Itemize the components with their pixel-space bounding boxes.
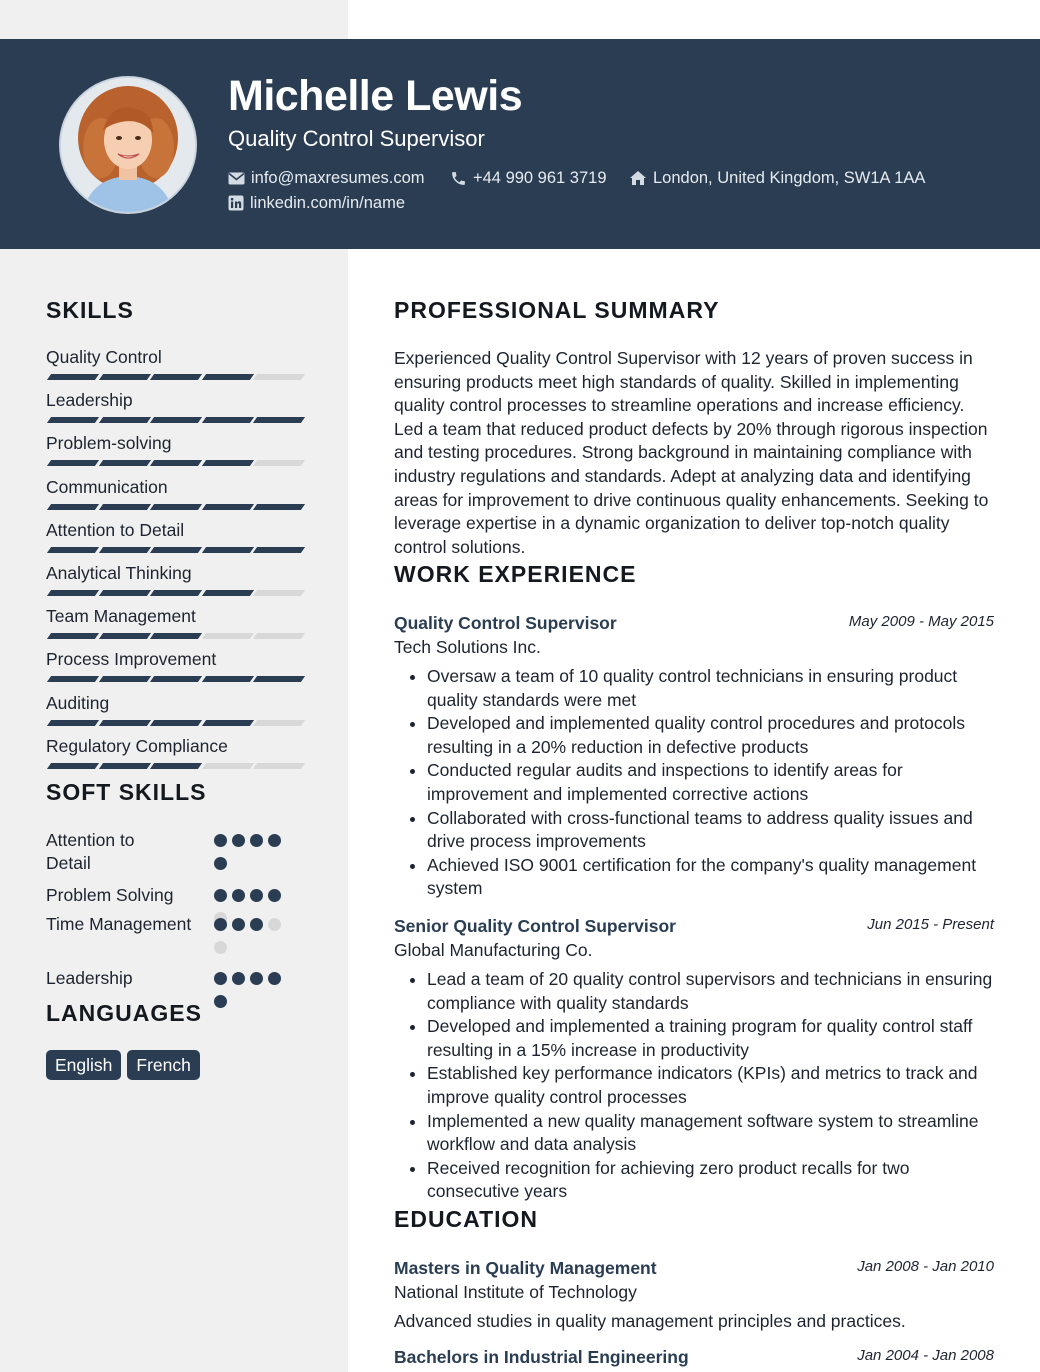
rating-dot-filled	[214, 995, 227, 1008]
education-dates: Jan 2004 - Jan 2008	[857, 1347, 994, 1364]
rating-dot-filled	[268, 834, 281, 847]
skill-segment-filled	[150, 633, 202, 639]
job-bullet: • Developed and implemented a training program for quality control staff resulting in a 15% increase in productivity	[427, 1015, 997, 1062]
skill-name: Communication	[46, 476, 168, 497]
skill-segment-empty	[201, 763, 253, 769]
skill-segment-filled	[201, 720, 253, 726]
avatar	[59, 76, 197, 214]
skill-segment-filled	[201, 547, 253, 553]
skill-name: Team Management	[46, 606, 196, 627]
skill-segment-filled	[47, 460, 99, 466]
education-description: Advanced studies in quality management principles and practices.	[394, 1311, 906, 1331]
language-badge: French	[127, 1050, 199, 1080]
skill-name: Quality Control	[46, 347, 162, 367]
job-dates: May 2009 - May 2015	[848, 613, 994, 630]
rating-dot-filled	[214, 918, 227, 931]
skill-item	[46, 692, 306, 714]
skill-item	[46, 562, 306, 584]
skill-segment-filled	[150, 763, 202, 769]
skill-level-bar	[46, 633, 302, 639]
skill-segment-filled	[253, 504, 305, 510]
education-dates: Jan 2008 - Jan 2010	[857, 1258, 994, 1275]
skill-segment-filled	[98, 676, 150, 682]
phone-icon	[450, 170, 467, 187]
soft-skills-heading: SOFT SKILLS	[46, 779, 207, 805]
soft-skill-rating	[214, 834, 294, 880]
skill-segment-filled	[47, 374, 99, 380]
skill-item	[46, 476, 306, 498]
skill-segment-filled	[201, 460, 253, 466]
skill-segment-filled	[47, 763, 99, 769]
skill-segment-filled	[47, 676, 99, 682]
skill-segment-filled	[150, 504, 202, 510]
rating-dot-filled	[232, 834, 245, 847]
skill-segment-filled	[150, 460, 202, 466]
job-bullet: • Implemented a new quality management software system to streamline workflow and data analysis	[427, 1110, 997, 1157]
job-bullet: • Developed and implemented quality control procedures and protocols resulting in a 20% reduction in defective products	[427, 712, 997, 759]
skill-segment-filled	[253, 547, 305, 553]
phone-text: +44 990 961 3719	[473, 169, 607, 187]
soft-skill-rating	[214, 972, 294, 1018]
job-bullet: • Collaborated with cross-functional teams to address quality issues and drive process improvements	[427, 807, 997, 854]
rating-dot-filled	[232, 889, 245, 902]
degree-title: Bachelors in Industrial Engineering	[394, 1347, 689, 1367]
skill-segment-filled	[98, 763, 150, 769]
job-title: Senior Quality Control Supervisor	[394, 916, 676, 936]
skill-segment-filled	[47, 504, 99, 510]
job-bullet: • Oversaw a team of 10 quality control technicians in ensuring product quality standards were met	[427, 665, 997, 712]
skill-name: Problem-solving	[46, 433, 172, 454]
skill-segment-empty	[253, 633, 305, 639]
skill-level-bar	[46, 460, 302, 466]
contact-phone[interactable]	[450, 168, 607, 188]
contact-email[interactable]	[228, 168, 425, 188]
rating-dot-filled	[232, 918, 245, 931]
skill-segment-empty	[253, 590, 305, 596]
skill-name: Analytical Thinking	[46, 563, 192, 583]
skill-segment-filled	[150, 720, 202, 726]
skill-segment-filled	[253, 676, 305, 682]
job-bullet: • Received recognition for achieving zero product recalls for two consecutive years	[427, 1157, 997, 1204]
skill-item	[46, 605, 306, 627]
summary-heading: PROFESSIONAL SUMMARY	[394, 297, 720, 323]
rating-dot-filled	[250, 889, 263, 902]
skill-segment-filled	[98, 547, 150, 553]
rating-dot-filled	[214, 857, 227, 870]
skill-segment-filled	[253, 417, 305, 423]
job-bullet: • Lead a team of 20 quality control supervisors and technicians in ensuring compliance with quality standards	[427, 968, 997, 1015]
candidate-title: Quality Control Supervisor	[228, 126, 485, 151]
skill-item	[46, 519, 306, 541]
skill-level-bar	[46, 374, 302, 380]
skill-segment-filled	[47, 590, 99, 596]
summary-text: Experienced Quality Control Supervisor with 12 years of proven success in ensuring products meet high standards of quality. Skilled in implementing quality control processes to streamline operations and increase efficiency. Led a team that reduced product defects by 20% through rigorous inspection and testing procedures. Strong background in maintaining compliance with industry regulations and standards. Adept at analyzing data and identifying areas for improvement to drive continuous quality enhancements. Seeking to leverage expertise in a dynamic organization to deliver top-notch quality control solutions.	[394, 348, 989, 557]
skill-segment-filled	[98, 417, 150, 423]
skill-level-bar	[46, 763, 302, 769]
skill-level-bar	[46, 417, 302, 423]
degree-title: Masters in Quality Management	[394, 1258, 657, 1278]
rating-dot-filled	[214, 889, 227, 902]
portrait-image	[61, 78, 195, 212]
job-bullet: • Conducted regular audits and inspections to identify areas for improvement and implemented corrective actions	[427, 759, 997, 806]
languages-heading: LANGUAGES	[46, 1000, 202, 1026]
languages-list	[46, 1050, 206, 1080]
skill-segment-filled	[150, 374, 202, 380]
skill-level-bar	[46, 504, 302, 510]
job-bullets	[394, 968, 997, 1204]
linkedin-icon	[228, 195, 244, 211]
resume-header	[0, 39, 1040, 249]
skill-segment-filled	[201, 374, 253, 380]
rating-dot-filled	[214, 972, 227, 985]
job-company: Tech Solutions Inc.	[394, 637, 541, 657]
soft-skill-name: Leadership	[46, 968, 133, 988]
education-heading: EDUCATION	[394, 1206, 539, 1232]
skill-segment-empty	[253, 374, 305, 380]
rating-dot-filled	[232, 972, 245, 985]
skill-item	[46, 432, 306, 454]
skill-segment-filled	[47, 417, 99, 423]
envelope-icon	[228, 172, 245, 185]
rating-dot-filled	[250, 918, 263, 931]
skill-level-bar	[46, 676, 302, 682]
skill-name: Attention to Detail	[46, 519, 185, 540]
language-badge: English	[46, 1050, 121, 1080]
job-company: Global Manufacturing Co.	[394, 940, 593, 960]
email-text: info@maxresumes.com	[251, 169, 425, 187]
skill-item	[46, 389, 306, 411]
skill-segment-filled	[201, 590, 253, 596]
skills-heading: SKILLS	[46, 297, 134, 323]
skill-segment-empty	[253, 460, 305, 466]
rating-dot-filled	[250, 834, 263, 847]
skill-segment-filled	[201, 676, 253, 682]
skill-name: Regulatory Compliance	[46, 735, 228, 756]
skill-segment-filled	[150, 417, 202, 423]
skill-segment-filled	[201, 504, 253, 510]
rating-dot-empty	[268, 918, 281, 931]
experience-heading: WORK EXPERIENCE	[394, 561, 637, 587]
skill-segment-filled	[150, 590, 202, 596]
job-bullet: • Achieved ISO 9001 certification for the company's quality management system	[427, 854, 997, 901]
linkedin-text: linkedin.com/in/name	[250, 194, 405, 212]
skill-segment-filled	[98, 504, 150, 510]
soft-skill-rating	[214, 918, 294, 964]
contact-linkedin[interactable]	[228, 193, 405, 213]
skill-segment-filled	[47, 633, 99, 639]
soft-skill-name: Problem Solving	[46, 885, 174, 905]
skill-level-bar	[46, 590, 302, 596]
rating-dot-filled	[268, 972, 281, 985]
skill-segment-empty	[253, 720, 305, 726]
skill-segment-filled	[98, 590, 150, 596]
skill-segment-filled	[150, 676, 202, 682]
job-dates: Jun 2015 - Present	[867, 916, 994, 933]
skill-name: Auditing	[46, 692, 110, 713]
location-text: London, United Kingdom, SW1A 1AA	[653, 169, 926, 187]
skill-level-bar	[46, 720, 302, 726]
rating-dot-filled	[268, 889, 281, 902]
skill-segment-empty	[253, 763, 305, 769]
skill-level-bar	[46, 547, 302, 553]
skill-item	[46, 648, 306, 670]
rating-dot-empty	[214, 941, 227, 954]
rating-dot-filled	[214, 834, 227, 847]
skill-item	[46, 735, 306, 757]
skill-segment-filled	[150, 547, 202, 553]
skill-name: Process Improvement	[46, 649, 217, 670]
skill-segment-filled	[47, 720, 99, 726]
skill-segment-filled	[98, 374, 150, 380]
home-icon	[629, 170, 647, 186]
school-name: National Institute of Technology	[394, 1282, 637, 1302]
candidate-name: Michelle Lewis	[228, 72, 523, 120]
soft-skill-name: Attention to Detail	[46, 830, 135, 873]
contact-location	[629, 168, 925, 188]
skill-name: Leadership	[46, 390, 133, 411]
skill-segment-filled	[98, 460, 150, 466]
job-bullets	[394, 665, 997, 901]
rating-dot-filled	[250, 972, 263, 985]
skill-segment-filled	[47, 547, 99, 553]
skill-item	[46, 346, 306, 368]
skill-segment-filled	[201, 417, 253, 423]
job-title: Quality Control Supervisor	[394, 613, 617, 633]
skill-segment-filled	[98, 633, 150, 639]
job-bullet: • Established key performance indicators (KPIs) and metrics to track and improve quality control processes	[427, 1062, 997, 1109]
skill-segment-empty	[201, 633, 253, 639]
skill-segment-filled	[98, 720, 150, 726]
soft-skill-name: Time Management	[46, 914, 192, 934]
